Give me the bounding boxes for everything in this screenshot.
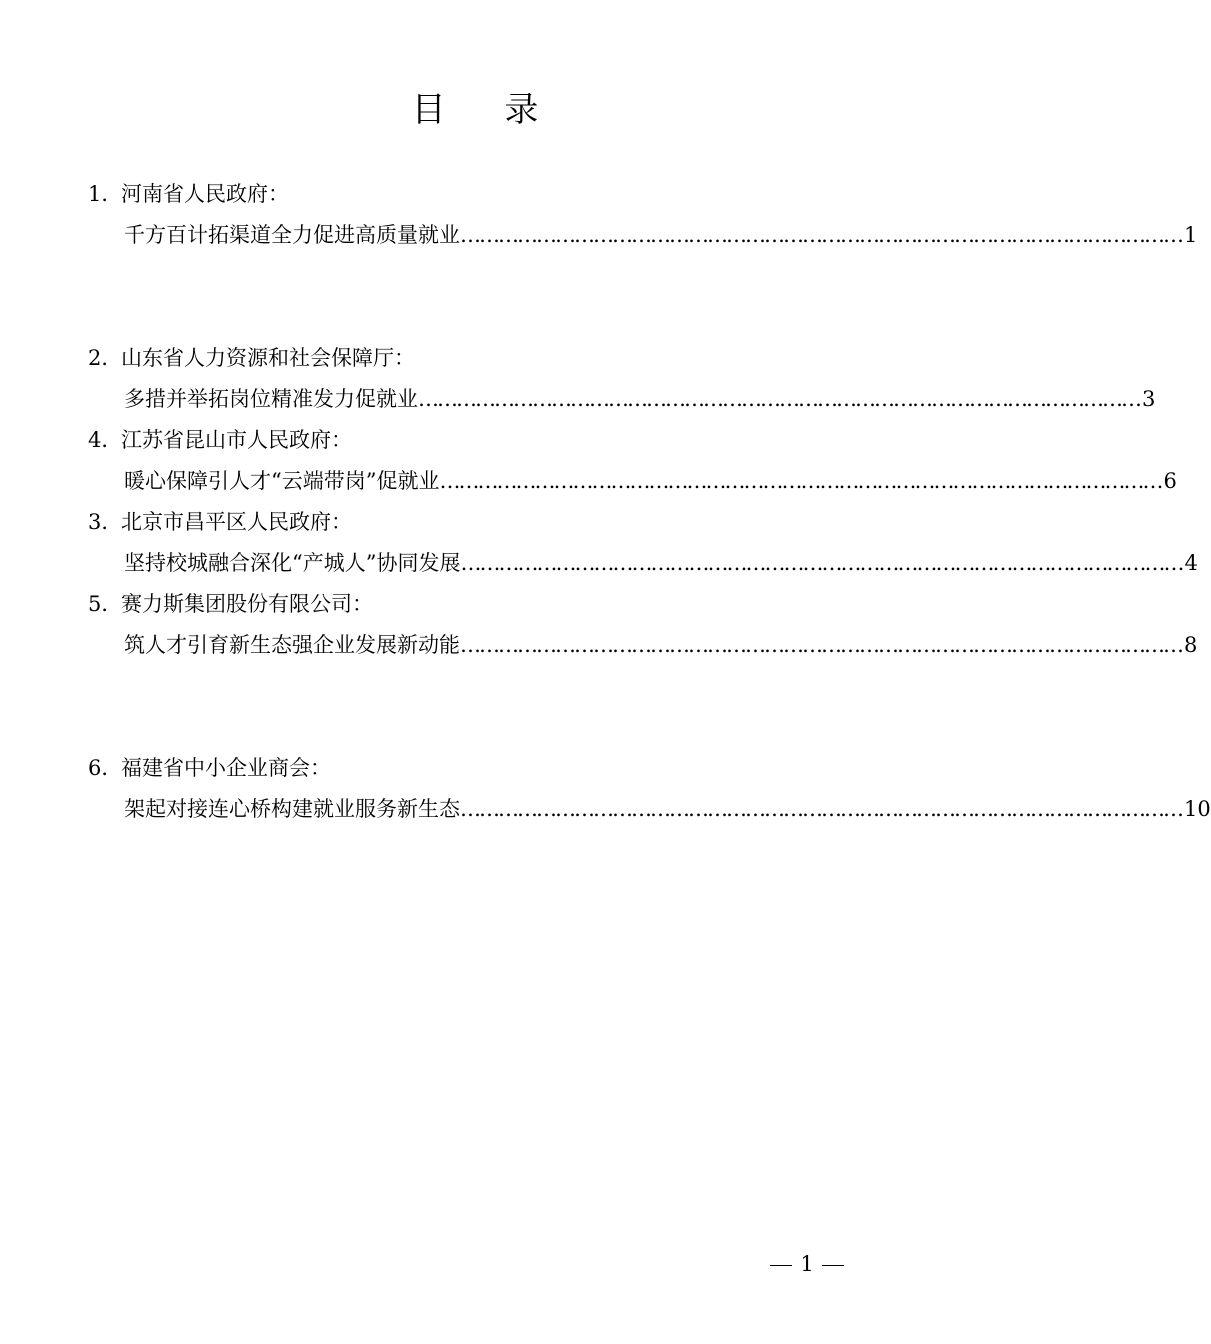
dot-leader: …………………………………………………………………………………………………… — [460, 633, 1182, 657]
toc-page-number: 3 — [1142, 387, 1156, 411]
toc-item-title: 坚持校城融合深化“产城人”协同发展 — [124, 551, 461, 575]
toc-org: 福建省中小企业商会： — [121, 756, 331, 780]
dash-left — [770, 1265, 792, 1266]
toc-number: 5． — [88, 592, 123, 616]
toc-org: 赛力斯集团股份有限公司： — [121, 592, 373, 616]
toc-org: 山东省人力资源和社会保障厅： — [121, 346, 415, 370]
dot-leader: …………………………………………………………………………………………………… — [418, 387, 1140, 411]
toc-item-line[interactable] — [88, 215, 1198, 256]
toc-org: 江苏省昆山市人民政府： — [121, 428, 352, 452]
toc-org-line — [88, 174, 858, 215]
toc-org-line — [88, 584, 858, 625]
toc-number: 6． — [88, 756, 123, 780]
toc-item-line[interactable] — [88, 379, 1156, 420]
toc-org-line — [88, 748, 858, 789]
toc-item-title: 架起对接连心桥构建就业服务新生态 — [124, 797, 460, 821]
toc-page-number: 10 — [1184, 797, 1211, 821]
toc-number: 3． — [88, 510, 123, 534]
dot-leader: …………………………………………………………………………………………………… — [460, 797, 1182, 821]
toc-org-line — [88, 420, 858, 461]
page-number-value: 1 — [800, 1252, 814, 1276]
toc-org: 北京市昌平区人民政府： — [121, 510, 352, 534]
toc-number: 2． — [88, 346, 123, 370]
toc-page-number: 1 — [1184, 223, 1198, 247]
toc-entry — [88, 584, 1198, 748]
toc-entry — [88, 420, 1177, 584]
dot-leader: …………………………………………………………………………………………………… — [460, 551, 1183, 575]
dot-leader: …………………………………………………………………………………………………… — [439, 469, 1162, 493]
table-of-contents-continued — [88, 420, 1211, 912]
toc-item-title: 千方百计拓渠道全力促进高质量就业 — [124, 223, 460, 247]
toc-org-line — [88, 338, 858, 379]
toc-item-title: 多措并举拓岗位精准发力促就业 — [124, 387, 418, 411]
toc-item-line[interactable] — [88, 461, 1177, 502]
toc-item-line[interactable] — [88, 625, 1198, 666]
toc-entry — [88, 748, 1211, 912]
toc-number: 1． — [88, 182, 123, 206]
toc-org: 河南省人民政府： — [121, 182, 289, 206]
dot-leader: …………………………………………………………………………………………………… — [460, 223, 1182, 247]
toc-item-title: 暖心保障引人才“云端带岗”促就业 — [124, 469, 440, 493]
dash-right — [822, 1265, 844, 1266]
toc-item-line[interactable] — [88, 789, 1211, 830]
toc-entry — [88, 174, 1198, 338]
toc-number: 4． — [88, 428, 123, 452]
toc-page-number: 8 — [1184, 633, 1198, 657]
page-title: 目 录 — [411, 90, 563, 130]
toc-page-number: 6 — [1163, 469, 1177, 493]
toc-page-number: 4 — [1184, 551, 1198, 575]
toc-item-title: 筑人才引育新生态强企业发展新动能 — [124, 633, 460, 657]
page-footer-number — [762, 1248, 852, 1280]
